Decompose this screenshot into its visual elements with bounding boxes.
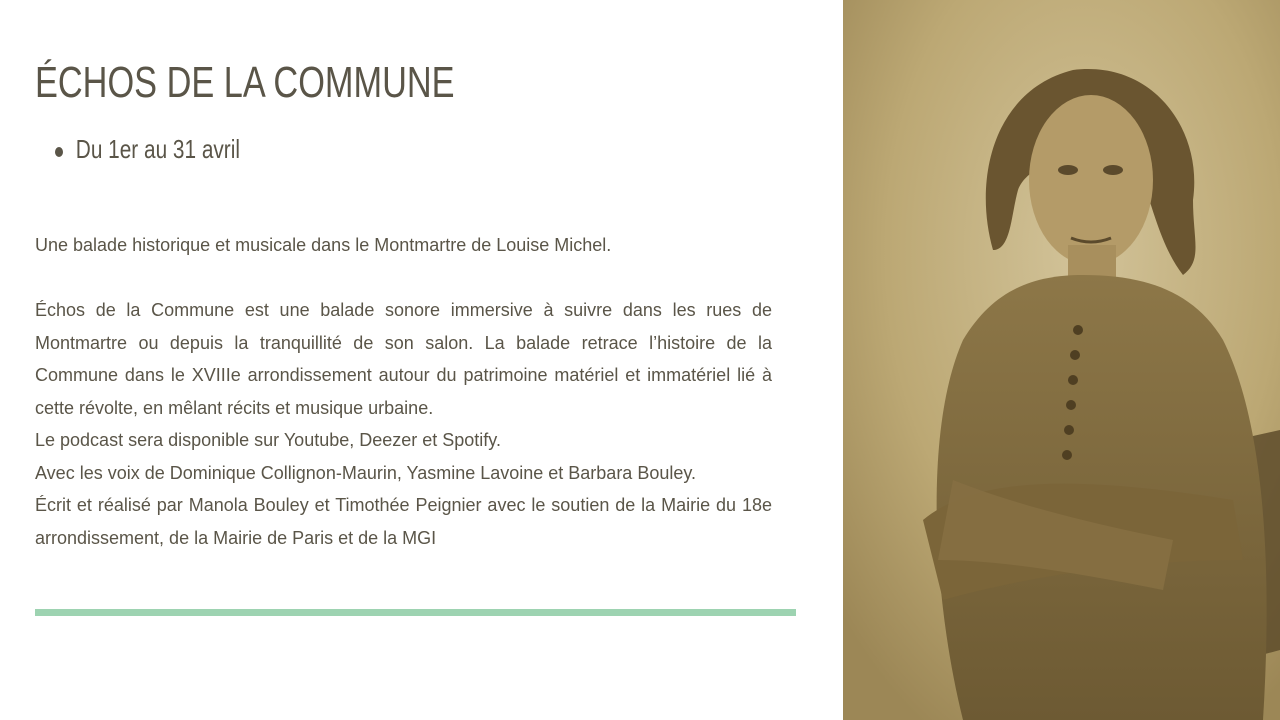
bullet-item-dates — [55, 134, 240, 165]
bullet-dot-icon — [55, 147, 63, 157]
body-text — [35, 229, 772, 554]
credits-paragraph: Écrit et réalisé par Manola Bouley et Timothée Peignier avec le soutien de la Mairie du 18e arrondissement, de la Mairie de Paris et de la MGI — [35, 495, 772, 548]
intro-paragraph: Une balade historique et musicale dans le Montmartre de Louise Michel. — [35, 235, 612, 255]
podcast-paragraph: Le podcast sera disponible sur Youtube, Deezer et Spotify. — [35, 430, 501, 450]
portrait-icon — [843, 0, 1280, 720]
slide-title: ÉCHOS DE LA COMMUNE — [35, 58, 455, 107]
bullet-list — [55, 134, 286, 165]
description-paragraph: Échos de la Commune est une balade sonore immersive à suivre dans les rues de Montmartre ou depuis la tranquillité de son salon. La balade retrace l’histoire de la Commune dans le XVIIIe arrondissement autour du patrimoine matériel et immatériel lié à cette révolte, en mêlant récits et musique urbaine. — [35, 300, 772, 418]
portrait-photo — [843, 0, 1280, 720]
accent-divider — [35, 609, 796, 616]
bullet-text: Du 1er au 31 avril — [75, 134, 240, 164]
paragraph-spacer — [35, 262, 772, 295]
voices-paragraph: Avec les voix de Dominique Collignon-Maurin, Yasmine Lavoine et Barbara Bouley. — [35, 462, 697, 483]
